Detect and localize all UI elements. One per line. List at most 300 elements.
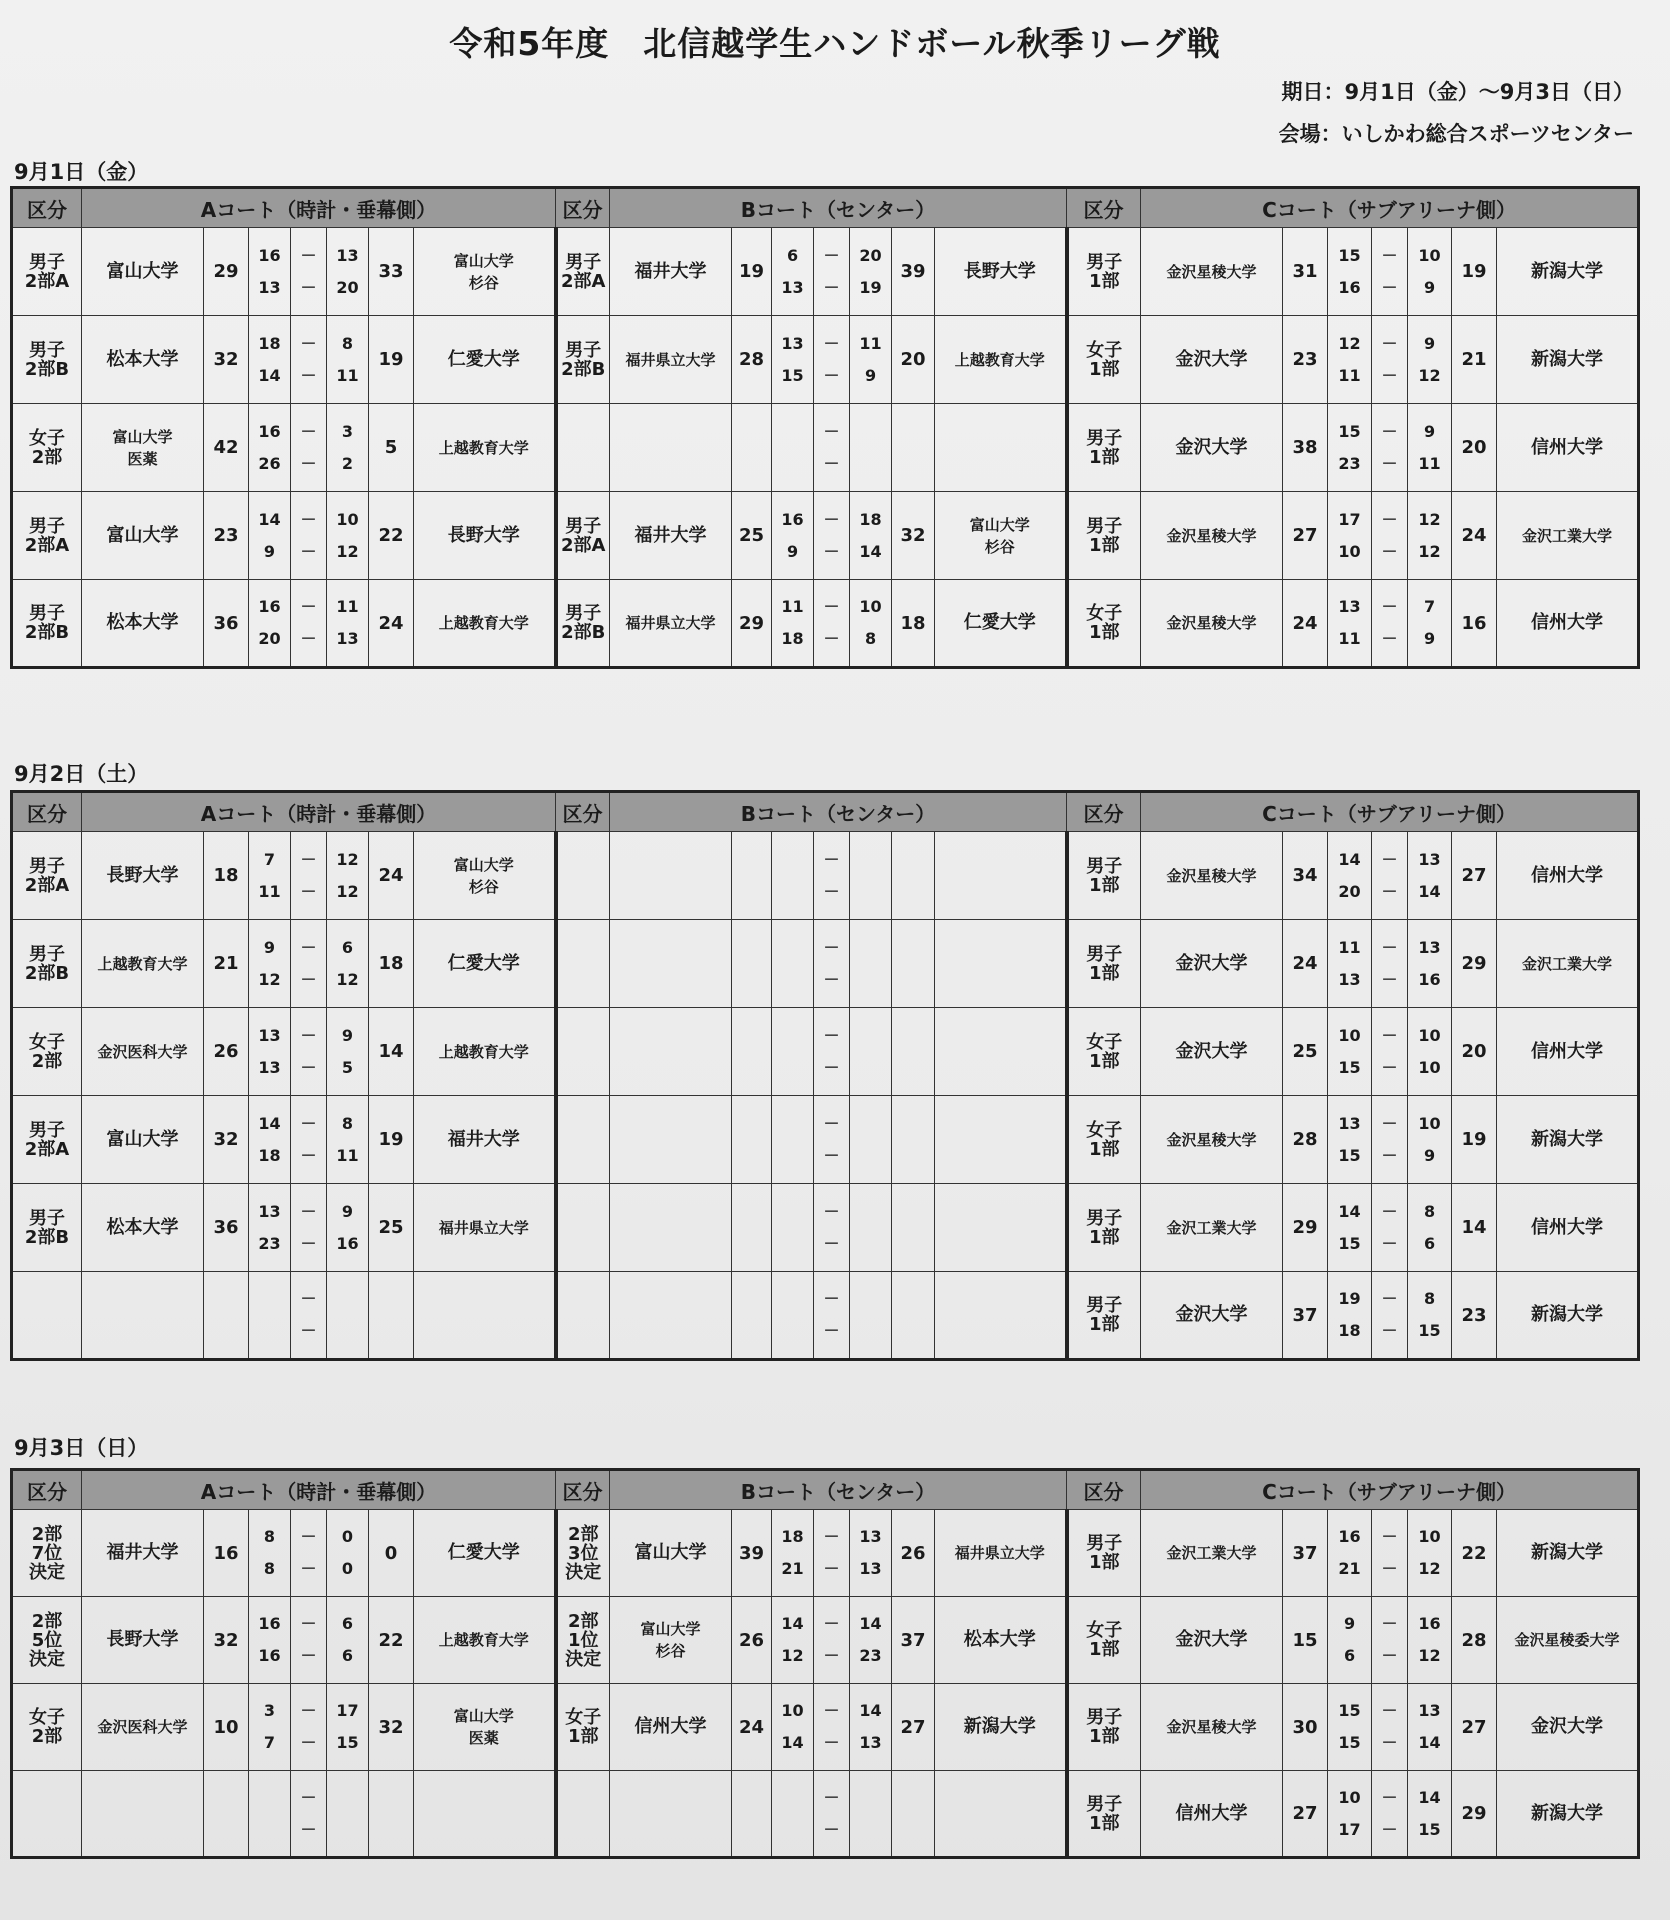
score-separator [814,316,850,404]
score-home-second-half: 13 [258,277,281,297]
dash-second-half: － [300,541,317,561]
match-category: 2部 1位 決定 [556,1597,610,1684]
score-away-halves [1408,1597,1452,1684]
team-home: 金沢星稜大学 [1141,1684,1283,1771]
team-away: 長野大学 [414,492,556,580]
score-home-total: 28 [732,316,772,404]
score-away-second-half [850,876,891,888]
score-away-first-half: 10 [1418,1527,1441,1546]
score-home-halves [1328,492,1372,580]
score-away-total: 32 [892,492,935,580]
team-away: 信州大学 [1497,1008,1639,1096]
match-category: 男子 2部B [556,580,610,668]
team-home: 富山大学 [82,492,204,580]
team-away: 富山大学 杉谷 [935,492,1067,580]
score-home-total: 32 [204,1597,249,1684]
score-home-total: 31 [1283,228,1328,316]
score-away-second-half [327,1814,368,1826]
team-away [414,1771,556,1858]
score-away-first-half [850,1128,891,1140]
dash-first-half: － [300,1201,317,1221]
score-home-total: 25 [732,492,772,580]
score-home-total [732,920,772,1008]
score-home-total: 23 [1283,316,1328,404]
team-home: 金沢大学 [1141,316,1283,404]
score-separator [1372,492,1408,580]
team-away [935,920,1067,1008]
score-separator [814,1008,850,1096]
score-separator [814,832,850,920]
score-away-halves [1408,1684,1452,1771]
score-away-total: 28 [1452,1597,1497,1684]
dash-second-half: － [1381,1233,1398,1253]
score-home-first-half: 18 [258,333,281,353]
team-home: 金沢工業大学 [1141,1510,1283,1597]
score-home-first-half [772,1303,813,1315]
score-away-first-half: 8 [341,1113,354,1133]
team-away: 新潟大学 [1497,316,1639,404]
team-away: 信州大学 [1497,404,1639,492]
score-away-halves [327,1771,369,1858]
score-separator [814,1096,850,1184]
score-home-second-half: 8 [263,1559,276,1578]
score-home-second-half: 10 [1338,541,1361,561]
score-away-halves [327,404,369,492]
score-away-second-half [850,1052,891,1064]
score-away-first-half [850,1216,891,1228]
score-away-total: 20 [1452,404,1497,492]
score-home-first-half: 13 [1338,597,1361,616]
score-separator [814,580,850,668]
day-schedule-table [10,1468,1640,1859]
score-home-total [732,1184,772,1272]
score-away-total: 37 [892,1597,935,1684]
score-away-first-half: 14 [859,1701,882,1720]
score-away-halves [850,492,892,580]
score-home-halves [772,228,814,316]
score-away-total: 39 [892,228,935,316]
team-home: 福井県立大学 [610,580,732,668]
match-category: 男子 1部 [1067,404,1141,492]
dash-second-half: － [300,881,317,901]
score-home-total: 37 [1283,1510,1328,1597]
day-schedule-table [10,790,1640,1361]
score-home-second-half [772,1315,813,1327]
score-home-halves [772,1597,814,1684]
match-row [12,920,1639,1008]
score-away-second-half: 14 [859,541,882,561]
score-home-second-half: 14 [258,365,281,385]
score-away-halves [327,1684,369,1771]
score-away-total: 27 [1452,832,1497,920]
score-away-second-half [327,1315,368,1327]
score-home-total: 28 [1283,1096,1328,1184]
match-category: 男子 2部B [556,316,610,404]
score-home-first-half: 7 [263,849,276,869]
score-away-first-half [850,1040,891,1052]
match-category: 男子 1部 [1067,1272,1141,1360]
score-home-second-half: 15 [1338,1145,1361,1165]
score-home-total: 25 [1283,1008,1328,1096]
score-away-total [892,1008,935,1096]
score-away-total [369,1771,414,1858]
score-home-second-half: 12 [781,1646,804,1665]
score-home-first-half: 10 [1338,1025,1361,1045]
score-home-total: 26 [732,1597,772,1684]
score-away-total: 18 [369,920,414,1008]
dash-first-half: － [1381,1614,1398,1633]
score-away-second-half [850,1228,891,1240]
score-away-second-half: 11 [336,365,359,385]
team-home: 金沢大学 [1141,1008,1283,1096]
score-home-halves [772,1771,814,1858]
dash-second-half: － [823,1057,840,1077]
score-away-first-half: 3 [341,421,354,441]
dash-second-half: － [823,969,840,989]
header-court-b: Bコート（センター） [610,188,1067,228]
match-row [12,580,1639,668]
team-home: 信州大学 [1141,1771,1283,1858]
score-home-halves [772,1096,814,1184]
score-separator [291,920,327,1008]
score-home-first-half: 10 [1338,1787,1361,1807]
score-home-total: 32 [204,1096,249,1184]
score-home-halves [772,492,814,580]
score-away-second-half: 23 [859,1646,882,1665]
score-home-second-half: 23 [258,1233,281,1253]
match-row [12,316,1639,404]
dash-first-half: － [300,937,317,957]
score-away-second-half: 11 [1418,453,1441,473]
match-category: 男子 2部A [556,228,610,316]
score-away-first-half: 13 [1418,937,1441,957]
score-separator [291,1272,327,1360]
score-home-halves [249,580,291,668]
score-home-total: 29 [732,580,772,668]
match-row [12,1096,1639,1184]
score-away-halves [850,1597,892,1684]
header-category: 区分 [556,1470,610,1510]
dash-first-half: － [300,509,317,529]
dash-second-half: － [1381,277,1398,297]
team-home [610,1272,732,1360]
match-category: 男子 1部 [1067,920,1141,1008]
score-home-first-half [772,864,813,876]
score-home-first-half: 13 [1338,1113,1361,1133]
score-away-first-half: 10 [1418,1113,1441,1133]
team-home [610,404,732,492]
score-home-total [732,1771,772,1858]
team-away: 仁愛大学 [414,1510,556,1597]
header-court-c: Cコート（サブアリーナ側） [1141,188,1639,228]
score-home-second-half: 21 [1338,1559,1361,1578]
score-away-total: 24 [369,580,414,668]
team-away: 富山大学 杉谷 [414,832,556,920]
dash-second-half: － [300,1646,317,1665]
dash-second-half: － [1381,1057,1398,1077]
score-away-first-half [327,1303,368,1315]
score-home-halves [772,316,814,404]
team-away: 仁愛大学 [935,580,1067,668]
match-category: 男子 2部B [12,316,82,404]
dash-second-half: － [300,969,317,989]
score-home-second-half: 13 [781,277,804,297]
dash-first-half: － [300,245,317,265]
score-home-halves [1328,316,1372,404]
match-category: 男子 2部B [12,580,82,668]
team-home: 長野大学 [82,832,204,920]
header-category: 区分 [556,188,610,228]
score-away-total: 14 [1452,1184,1497,1272]
score-away-first-half: 10 [1418,245,1441,265]
team-away: 新潟大学 [1497,1771,1639,1858]
score-home-first-half: 14 [258,1113,281,1133]
team-away: 金沢大学 [1497,1684,1639,1771]
dash-first-half: － [823,1787,840,1807]
dash-second-half: － [300,365,317,385]
score-home-first-half: 14 [1338,849,1361,869]
match-row [12,1272,1639,1360]
score-away-first-half: 10 [859,597,882,616]
dash-second-half: － [823,541,840,561]
dash-second-half: － [300,1733,317,1752]
match-category [556,1096,610,1184]
score-away-halves [850,1771,892,1858]
header-category: 区分 [12,188,82,228]
score-home-second-half: 20 [258,629,281,648]
score-home-first-half: 13 [781,333,804,353]
score-away-halves [327,1008,369,1096]
score-away-halves [1408,832,1452,920]
score-home-halves [772,1272,814,1360]
score-away-total: 24 [369,832,414,920]
score-home-first-half [249,1802,290,1814]
dash-second-half: － [300,277,317,297]
team-home [610,920,732,1008]
score-home-total: 16 [204,1510,249,1597]
dash-second-half: － [1381,453,1398,473]
score-home-total [732,1272,772,1360]
score-away-halves [327,228,369,316]
dash-second-half: － [823,881,840,901]
score-home-halves [249,1684,291,1771]
score-home-second-half: 11 [1338,365,1361,385]
score-away-first-half: 18 [859,509,882,529]
score-home-second-half: 26 [258,453,281,473]
score-away-first-half: 13 [1418,1701,1441,1720]
score-separator [814,1597,850,1684]
score-home-first-half [772,436,813,448]
score-away-second-half [850,1315,891,1327]
score-home-total: 34 [1283,832,1328,920]
dash-second-half: － [300,1233,317,1253]
score-away-total: 23 [1452,1272,1497,1360]
score-away-total: 18 [892,580,935,668]
dash-second-half: － [300,1559,317,1578]
score-away-halves [850,1008,892,1096]
dash-second-half: － [1381,365,1398,385]
score-away-total [892,1096,935,1184]
score-home-halves [249,1771,291,1858]
match-category: 男子 2部A [12,1096,82,1184]
score-home-halves [249,832,291,920]
score-away-total: 26 [892,1510,935,1597]
score-away-total: 27 [892,1684,935,1771]
score-away-total: 20 [892,316,935,404]
score-home-first-half: 16 [781,509,804,529]
score-separator [814,1510,850,1597]
score-home-halves [1328,1771,1372,1858]
score-separator [291,1184,327,1272]
score-away-first-half [850,1802,891,1814]
score-home-halves [1328,1096,1372,1184]
header-category: 区分 [12,792,82,832]
team-away: 信州大学 [1497,580,1639,668]
score-away-halves [327,316,369,404]
dash-first-half: － [1381,1289,1398,1308]
dash-second-half: － [300,629,317,648]
score-separator [814,920,850,1008]
score-separator [1372,1597,1408,1684]
team-away [935,1096,1067,1184]
score-home-total: 42 [204,404,249,492]
score-away-total: 25 [369,1184,414,1272]
team-away: 松本大学 [935,1597,1067,1684]
score-home-halves [1328,920,1372,1008]
match-category: 男子 1部 [1067,1684,1141,1771]
dash-first-half: － [300,1614,317,1633]
match-row [12,1184,1639,1272]
dash-first-half: － [300,1527,317,1546]
score-away-first-half [850,1303,891,1315]
score-away-second-half: 14 [1418,881,1441,901]
dash-second-half: － [1381,1321,1398,1340]
dash-second-half: － [823,1145,840,1165]
score-home-first-half [249,1303,290,1315]
team-home: 金沢星稜大学 [1141,228,1283,316]
score-separator [291,228,327,316]
score-away-halves [1408,1096,1452,1184]
match-row [12,1008,1639,1096]
score-home-first-half: 13 [258,1201,281,1221]
team-home: 金沢工業大学 [1141,1184,1283,1272]
dash-first-half: － [1381,245,1398,265]
score-home-first-half: 10 [781,1701,804,1720]
score-separator [291,580,327,668]
header-court-b: Bコート（センター） [610,792,1067,832]
dash-first-half: － [1381,849,1398,869]
score-home-total: 24 [732,1684,772,1771]
score-home-total: 27 [1283,492,1328,580]
team-home: 松本大学 [82,316,204,404]
dash-first-half: － [823,1614,840,1633]
match-category: 女子 1部 [1067,580,1141,668]
match-category: 男子 1部 [1067,228,1141,316]
team-home: 金沢大学 [1141,1272,1283,1360]
score-home-total: 24 [1283,920,1328,1008]
score-away-second-half [850,448,891,460]
score-away-second-half: 9 [864,365,877,385]
score-home-first-half [772,1802,813,1814]
score-away-halves [327,1597,369,1684]
score-away-halves [850,920,892,1008]
score-away-second-half: 11 [336,1145,359,1165]
score-home-total: 36 [204,1184,249,1272]
dash-second-half: － [1381,1819,1398,1839]
score-separator [1372,404,1408,492]
team-away: 福井県立大学 [414,1184,556,1272]
dash-first-half: － [300,1787,317,1807]
score-home-halves [1328,580,1372,668]
score-away-first-half: 8 [341,333,354,353]
score-away-total [892,404,935,492]
score-away-second-half: 5 [341,1057,354,1077]
score-home-halves [249,1184,291,1272]
score-home-total [732,1096,772,1184]
score-away-second-half: 9 [1423,277,1436,297]
score-away-second-half: 15 [1418,1321,1441,1340]
dash-first-half: － [823,1201,840,1221]
dash-first-half: － [823,1527,840,1546]
dash-second-half: － [300,1819,317,1839]
match-row [12,404,1639,492]
score-home-first-half: 14 [1338,1201,1361,1221]
score-home-total: 32 [204,316,249,404]
score-away-total: 19 [1452,228,1497,316]
score-home-first-half: 11 [1338,937,1361,957]
score-away-second-half: 12 [1418,1559,1441,1578]
team-home: 金沢医科大学 [82,1008,204,1096]
team-home: 富山大学 杉谷 [610,1597,732,1684]
score-away-first-half: 6 [341,1614,354,1633]
team-away: 金沢工業大学 [1497,492,1639,580]
score-home-total: 21 [204,920,249,1008]
score-home-first-half: 9 [263,937,276,957]
score-home-second-half [249,1814,290,1826]
team-away: 新潟大学 [1497,1096,1639,1184]
score-home-first-half: 16 [258,1614,281,1633]
score-away-total: 19 [1452,1096,1497,1184]
score-away-halves [850,580,892,668]
score-away-halves [327,1184,369,1272]
score-away-first-half [850,864,891,876]
match-category: 女子 1部 [1067,1597,1141,1684]
match-category: 男子 1部 [1067,1510,1141,1597]
score-home-first-half: 16 [258,245,281,265]
score-away-halves [1408,1771,1452,1858]
match-category: 男子 1部 [1067,1184,1141,1272]
score-home-second-half: 16 [1338,277,1361,297]
score-away-total [369,1272,414,1360]
score-away-first-half: 16 [1418,1614,1441,1633]
score-home-first-half: 15 [1338,421,1361,441]
match-row [12,1771,1639,1858]
team-home [610,1771,732,1858]
dash-first-half: － [1381,509,1398,529]
score-home-total: 18 [204,832,249,920]
dash-second-half: － [823,1733,840,1752]
day-label: 9月2日（土） [14,762,149,786]
match-category [556,1771,610,1858]
dash-first-half: － [1381,1701,1398,1720]
match-row [12,228,1639,316]
header-court-c: Cコート（サブアリーナ側） [1141,1470,1639,1510]
score-home-total: 27 [1283,1771,1328,1858]
score-away-second-half: 12 [1418,1646,1441,1665]
team-home: 金沢大学 [1141,404,1283,492]
score-away-first-half [850,952,891,964]
score-away-second-half: 8 [864,629,877,648]
